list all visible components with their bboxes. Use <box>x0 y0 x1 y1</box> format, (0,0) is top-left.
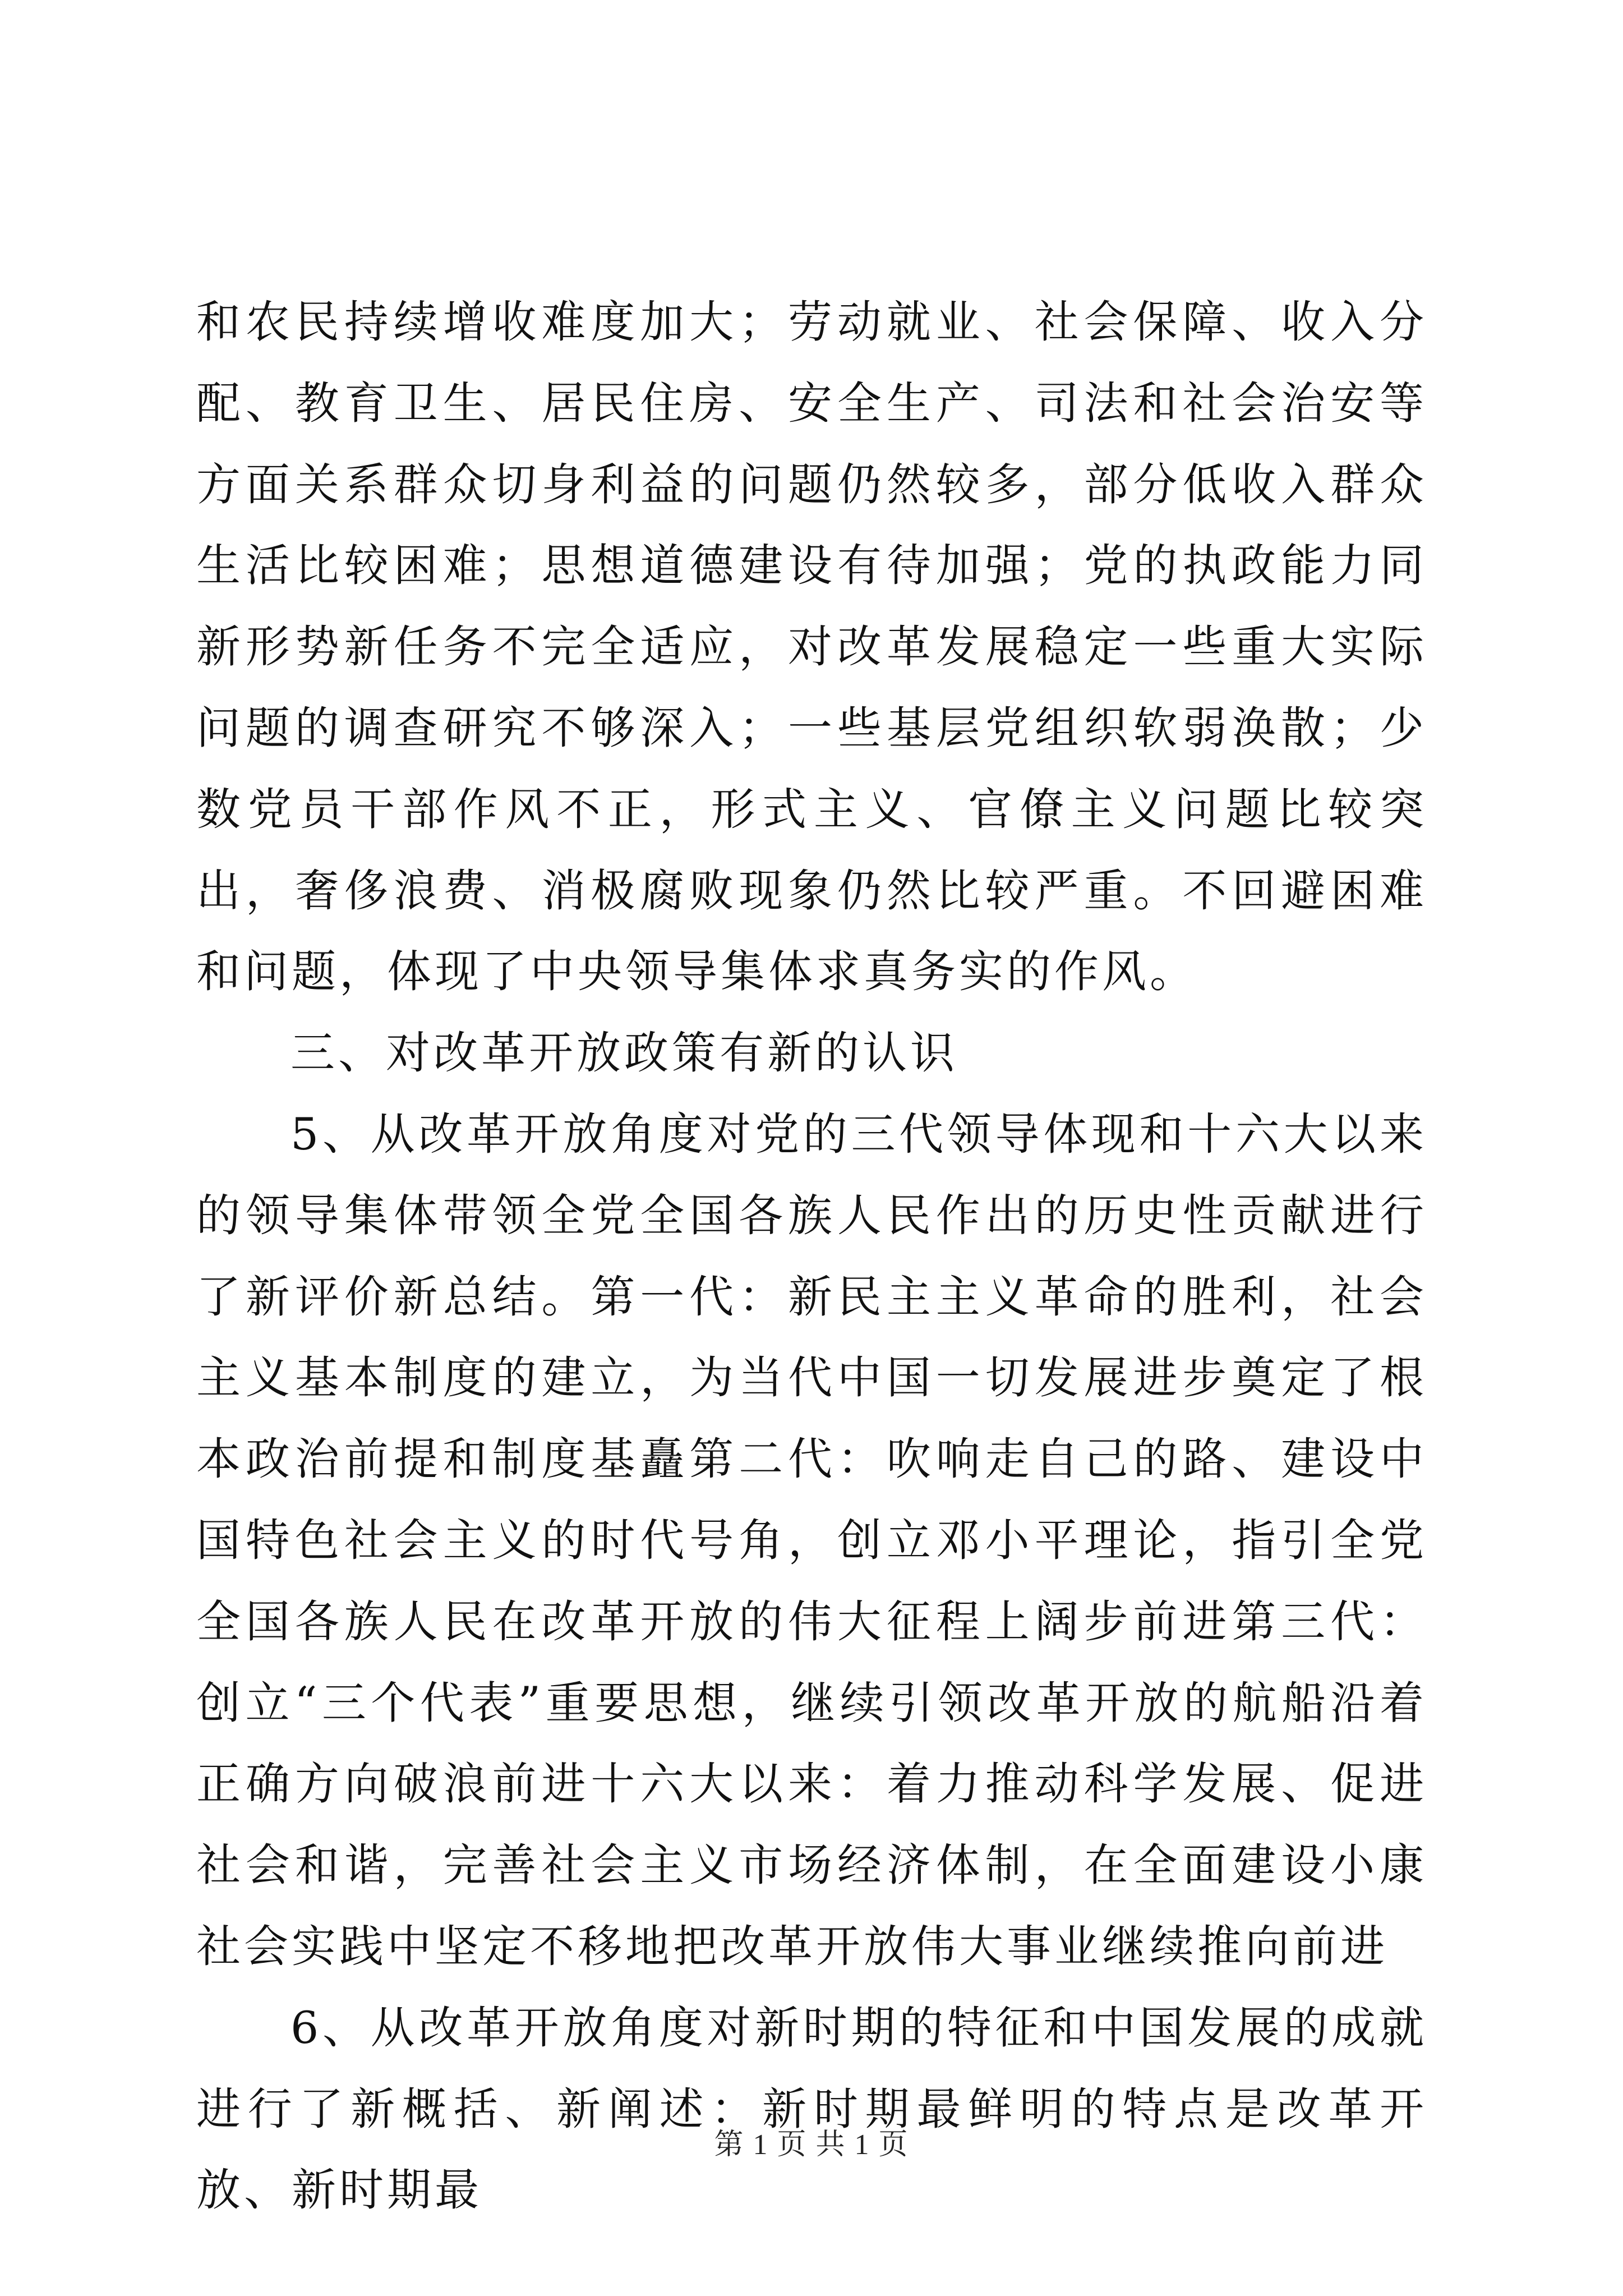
paragraph-6: 6、从改革开放角度对新时期的特征和中国发展的成就进行了新概括、新阐述：新时期最鲜明的特点是改革开放、新时期最 <box>196 2001 1427 2216</box>
paragraph-5: 5、从改革开放角度对党的三代领导体现和十六大以来的领导集体带领全党全国各族人民作出的历史性贡献进行了新评价新总结。第一代：新民主主义革命的胜利，社会主义基本制度的建立，为当代中国一切发展进步奠定了根本政治前提和制度基矗第二代：吹响走自己的路、建设中国特色社会主义的时代号角，创立邓小平理论，指引全党全国各族人民在改革开放的伟大征程上阔步前进第三代：创立“三个代表”重要思想，继续引领改革开放的航船沿着正确方向破浪前进十六大以来：着力推动科学发展、促进社会和谐，完善社会主义市场经济体制，在全面建设小康社会实践中坚定不移地把改革开放伟大事业继续推向前进 <box>196 1108 1427 1972</box>
page-number-label: 第 1 页 共 1 页 <box>714 2129 909 2161</box>
page-footer <box>0 2120 1623 2162</box>
document-body <box>196 282 1427 2231</box>
section-heading: 三、对改革开放政策有新的认识 <box>291 1027 958 1079</box>
paragraph-continuation: 和农民持续增收难度加大；劳动就业、社会保障、收入分配、教育卫生、居民住房、安全生产、司法和社会治安等方面关系群众切身利益的问题仍然较多，部分低收入群众生活比较困难；思想道德建设有待加强；党的执政能力同新形势新任务不完全适应，对改革发展稳定一些重大实际问题的调查研究不够深入；一些基层党组织软弱涣散；少数党员干部作风不正，形式主义、官僚主义问题比较突出，奢侈浪费、消极腐败现象仍然比较严重。不回避困难和问题，体现了中央领导集体求真务实的作风。 <box>196 296 1427 998</box>
